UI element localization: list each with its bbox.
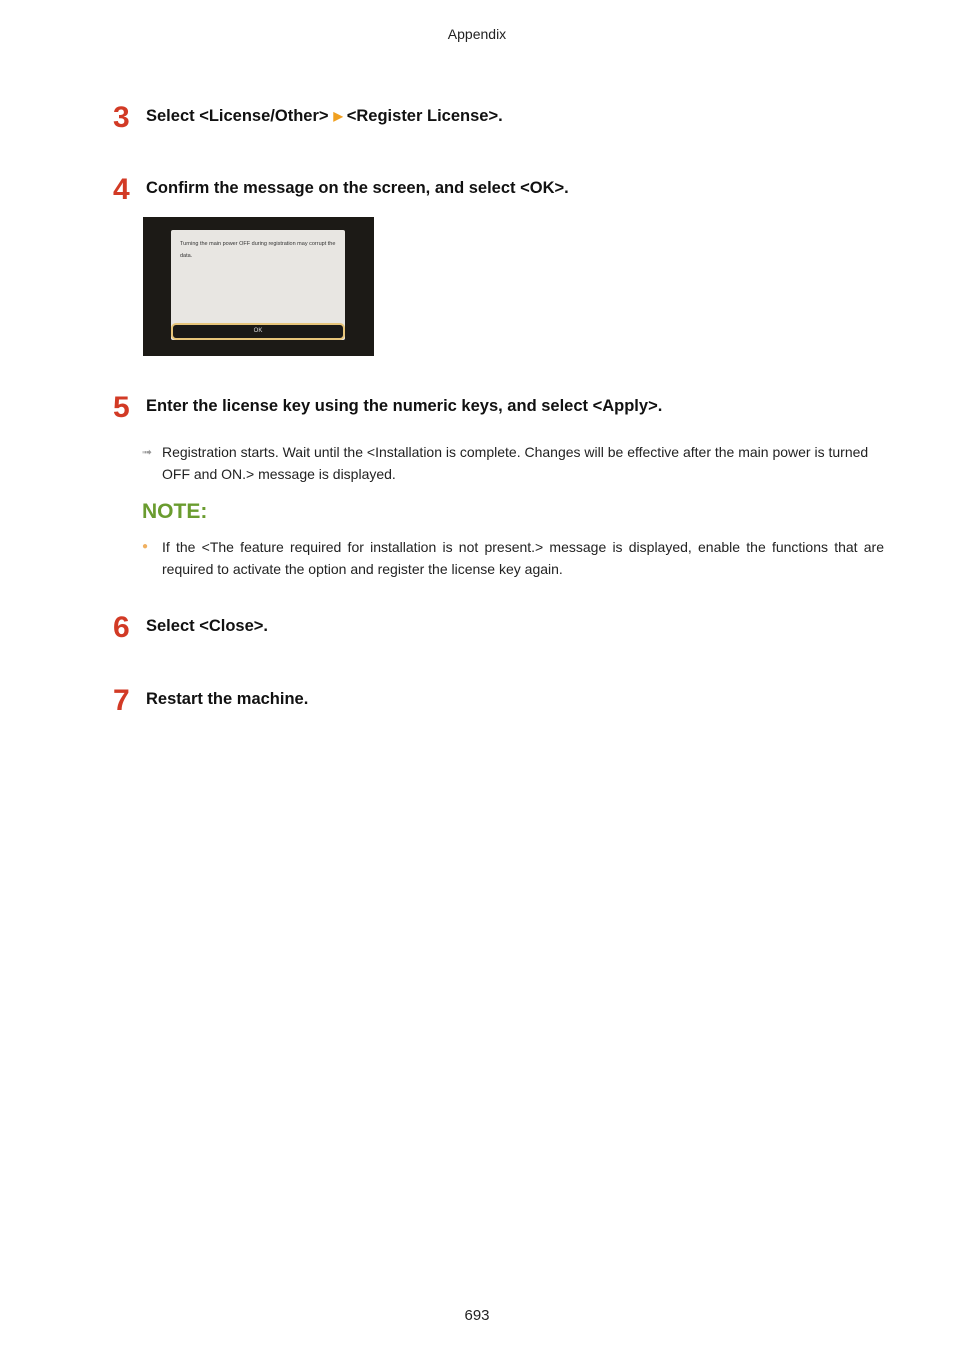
step-number: 4 — [113, 173, 130, 206]
result-arrow-icon: ➟ — [142, 445, 153, 459]
step-instruction: Enter the license key using the numeric keys, and select <Apply>. — [146, 397, 663, 415]
ok-button: OK — [171, 323, 345, 340]
step-number: 7 — [113, 684, 130, 717]
step-text-part: <Register License>. — [346, 107, 503, 125]
result-line — [142, 441, 884, 485]
note-item — [142, 536, 884, 580]
step-number: 3 — [113, 101, 130, 134]
bullet-icon: ● — [142, 541, 149, 552]
page-number: 693 — [464, 1307, 490, 1324]
dialog-message: Turning the main power OFF during registration may corrupt the data. — [180, 241, 336, 259]
confirmation-dialog — [171, 230, 345, 340]
step-instruction — [146, 106, 503, 127]
device-screen-image — [143, 217, 374, 356]
page-header: Appendix — [447, 26, 507, 42]
step-instruction: Restart the machine. — [146, 690, 309, 708]
menu-arrow-icon: ▶ — [333, 109, 343, 123]
step-number: 6 — [113, 611, 130, 644]
result-text: Registration starts. Wait until the <Installation is complete. Changes will be effective after the main power is turned OFF and ON.> message is displayed. — [162, 444, 869, 482]
note-text: If the <The feature required for installation is not present.> message is displayed, enable the functions that are required to activate the option and register the license key again. — [162, 539, 884, 577]
step-instruction: Confirm the message on the screen, and select <OK>. — [146, 179, 569, 197]
step-instruction: Select <Close>. — [146, 617, 268, 635]
step-text-part: Select <License/Other> — [146, 107, 329, 125]
step-number: 5 — [113, 391, 130, 424]
note-title: NOTE: — [142, 500, 208, 523]
